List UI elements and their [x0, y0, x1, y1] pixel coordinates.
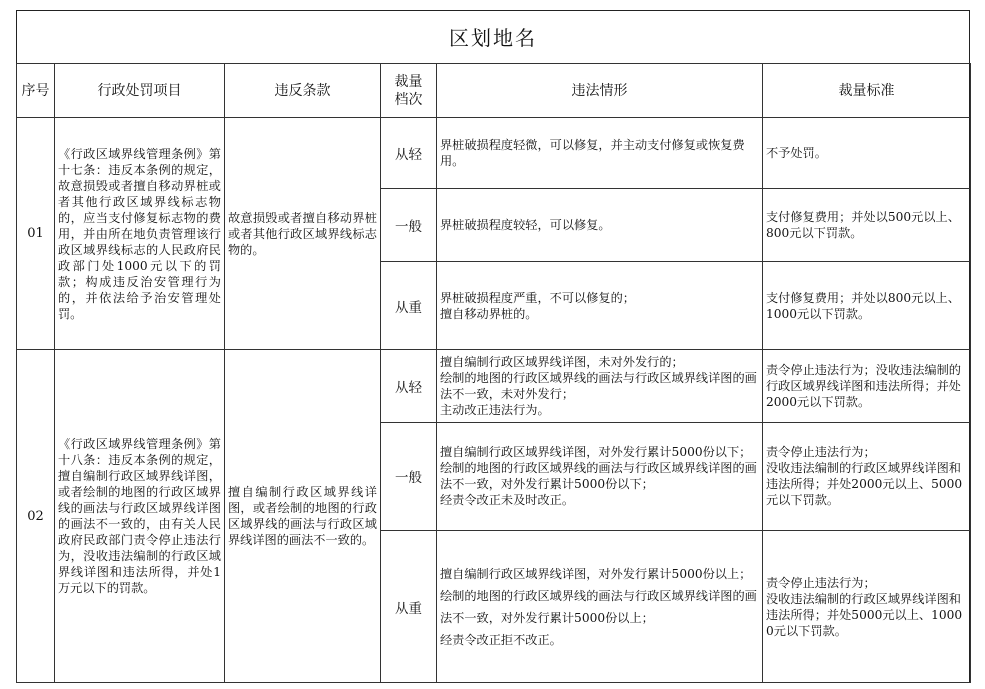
standard-cell	[763, 118, 971, 188]
standard-cell	[763, 188, 971, 261]
circumstance-line: 擅自编制行政区域界线详图，未对外发行的；	[440, 355, 684, 370]
header-level-line2: 档次	[394, 91, 423, 108]
header-level-line1: 裁量	[394, 73, 423, 90]
row-clause: 故意损毁或者擅自移动界桩或者其他行政区域界线标志物的。	[225, 118, 381, 350]
circumstance-cell	[437, 422, 763, 531]
circumstance-line: 主动改正违法行为。	[440, 403, 550, 418]
standard-line: 责令停止违法行为；	[766, 445, 876, 460]
circumstance-line: 界桩破损程度较轻，可以修复。	[440, 217, 611, 232]
circumstance-line: 擅自编制行政区域界线详图，对外发行累计5000份以上；	[440, 566, 752, 581]
level-cell: 一般	[381, 188, 437, 261]
circumstance-cell	[437, 350, 763, 422]
circumstance-line: 绘制的地图的行政区域界线的画法与行政区域界线详图的画法不一致，对外发行累计5000份以上；	[440, 588, 757, 625]
level-cell: 从轻	[381, 350, 437, 422]
circumstance-cell	[437, 531, 763, 683]
row-item: 《行政区域界线管理条例》第十七条：违反本条例的规定，故意损毁或者擅自移动界桩或者其他行政区域界线标志物的，应当支付修复标志物的费用，并由所在地负责管理该行政区域界线标志的人民政府民政部门处1000元以下的罚款；构成违反治安管理行为的，并依法给予治安管理处罚。	[55, 118, 225, 350]
header-level	[381, 64, 437, 118]
circumstance-line: 经责令改正拒不改正。	[440, 632, 562, 647]
circumstance-line: 界桩破损程度轻微，可以修复，并主动支付修复或恢复费用。	[440, 137, 745, 168]
row-seq: 02	[17, 350, 55, 683]
circumstance-cell	[437, 188, 763, 261]
circumstance-line: 擅自移动界桩的。	[440, 306, 538, 321]
circumstance-line: 绘制的地图的行政区域界线的画法与行政区域界线详图的画法不一致，对外发行累计5000份以下；	[440, 461, 757, 492]
circumstance-line: 界桩破损程度严重，不可以修复的；	[440, 290, 635, 305]
standard-line: 没收违法编制的行政区域界线详图和违法所得；并处2000元以上、5000元以下罚款。	[766, 461, 963, 508]
header-standard: 裁量标准	[763, 64, 971, 118]
circumstance-cell	[437, 261, 763, 349]
header-seq: 序号	[17, 64, 55, 118]
level-cell: 从重	[381, 261, 437, 349]
circumstance-line: 擅自编制行政区域界线详图，对外发行累计5000份以下；	[440, 445, 752, 460]
level-cell: 一般	[381, 422, 437, 531]
page-title: 区划地名	[16, 10, 970, 64]
standard-cell	[763, 350, 971, 422]
standard-line: 没收违法编制的行政区域界线详图和违法所得；并处5000元以上、10000元以下罚款。	[766, 591, 963, 638]
header-item: 行政处罚项目	[55, 64, 225, 118]
header-clause: 违反条款	[225, 64, 381, 118]
standard-line: 支付修复费用；并处以500元以上、800元以下罚款。	[766, 209, 960, 240]
table-row	[17, 118, 971, 188]
standard-cell	[763, 261, 971, 349]
standard-line: 支付修复费用；并处以800元以上、1000元以下罚款。	[766, 290, 960, 321]
level-cell: 从重	[381, 531, 437, 683]
header-circumstance: 违法情形	[437, 64, 763, 118]
standard-line: 不予处罚。	[766, 145, 827, 160]
standard-line: 责令停止违法行为；没收违法编制的行政区域界线详图和违法所得；并处2000元以下罚款。	[766, 363, 961, 410]
circumstance-line: 绘制的地图的行政区域界线的画法与行政区域界线详图的画法不一致，未对外发行；	[440, 371, 757, 402]
circumstance-cell	[437, 118, 763, 188]
level-cell: 从轻	[381, 118, 437, 188]
row-seq: 01	[17, 118, 55, 350]
standard-cell	[763, 531, 971, 683]
standard-line: 责令停止违法行为；	[766, 575, 876, 590]
row-item: 《行政区域界线管理条例》第十八条：违反本条例的规定，擅自编制行政区域界线详图，或者绘制的地图的行政区域界线的画法与行政区域界线详图的画法不一致的，由有关人民政府民政部门责令停止违法行为，没收违法编制的行政区域界线详图和违法所得，并处1万元以下的罚款。	[55, 350, 225, 683]
row-clause: 擅自编制行政区域界线详图，或者绘制的地图的行政区域界线的画法与行政区域界线详图的画法不一致的。	[225, 350, 381, 683]
penalty-table	[16, 63, 971, 683]
header-row	[17, 64, 971, 118]
table-row	[17, 350, 971, 422]
standard-cell	[763, 422, 971, 531]
circumstance-line: 经责令改正未及时改正。	[440, 493, 575, 508]
